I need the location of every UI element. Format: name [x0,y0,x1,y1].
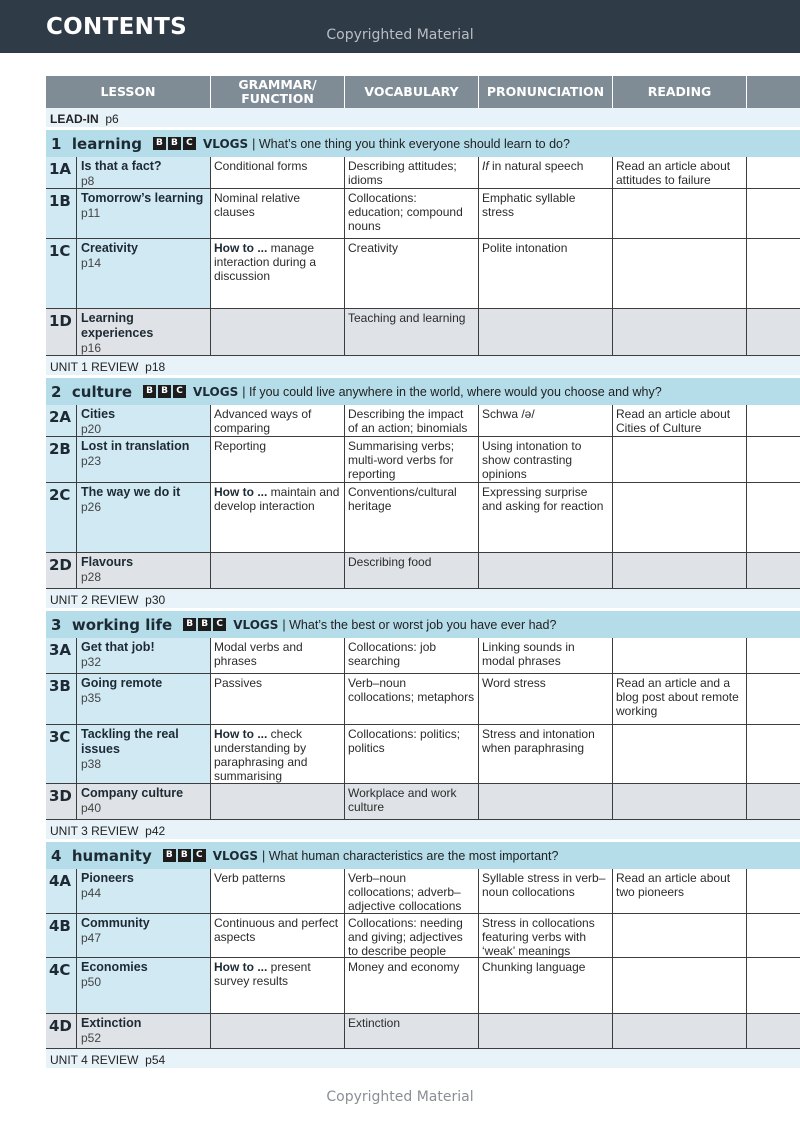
grammar-text: present survey results [214,960,311,988]
lead-in-row [46,108,800,130]
unit-title: 3 working life [51,615,173,634]
lesson-code: 1D [46,309,77,355]
lesson-cell [77,784,211,819]
vlogs-question: | If you could live anywhere in the world, where would you choose and why? [242,384,662,399]
lesson-title: Going remote [81,676,163,690]
how-to-label: How to ... [214,960,268,974]
watermark-bottom: Copyrighted Material [326,1089,474,1105]
reading-cell [613,784,747,819]
lesson-row [46,483,800,553]
lesson-row [46,869,800,914]
grammar-text: manage interaction during a discussion [214,241,317,283]
lesson-row [46,239,800,309]
lesson-code: 2D [46,553,77,588]
pronunciation-cell [479,157,613,188]
pronunciation-text: Expressing surprise and asking for reaction [482,485,604,513]
vocabulary-cell: Verb–noun collocations; adverb–adjective collocations [345,869,479,913]
lesson-code: 1A [46,157,77,188]
pronunciation-cell [479,239,613,308]
lesson-code: 3A [46,638,77,673]
unit-header [46,130,800,157]
unit-review-page: p30 [145,593,166,607]
lesson-row [46,725,800,784]
table-header [46,76,800,108]
reading-cell: Read an article about Cities of Culture [613,405,747,436]
lesson-code: 2B [46,437,77,482]
bbc-logo: B B C [153,137,198,150]
column-header-vocabulary: VOCABULARY [345,76,479,108]
unit-header [46,378,800,405]
reading-cell: Read an article about two pioneers [613,869,747,913]
pronunciation-text: Stress in collocations featuring verbs with ‘weak’ meanings [482,916,595,958]
pronunciation-cell [479,869,613,913]
lesson-cell [77,483,211,552]
lesson-cell [77,405,211,436]
grammar-cell [211,189,345,238]
pronunciation-cell [479,483,613,552]
lesson-page: p52 [81,1031,102,1045]
unit-review-label: UNIT 4 REVIEW [50,1053,139,1067]
vocabulary-cell: Collocations: education; compound nouns [345,189,479,238]
lesson-code: 1B [46,189,77,238]
lesson-page: p47 [81,931,102,945]
unit-header [46,842,800,869]
vocabulary-cell: Collocations: needing and giving; adjectives to describe people [345,914,479,957]
pronunciation-text: Word stress [482,676,546,690]
vocabulary-cell: Describing food [345,553,479,588]
vlogs-label: VLOGS [212,848,258,863]
unit-review-label: UNIT 3 REVIEW [50,824,139,838]
lead-in-page: p6 [105,112,119,126]
lesson-page: p32 [81,655,102,669]
lesson-row [46,638,800,674]
unit-review-page: p18 [145,360,166,374]
extra-cell [747,869,800,913]
lesson-title: Economies [81,960,148,974]
column-header-lesson: LESSON [46,76,211,108]
vocabulary-cell: Summarising verbs; multi-word verbs for reporting [345,437,479,482]
lesson-page: p50 [81,975,102,989]
grammar-text: Verb patterns [214,871,286,885]
lesson-code: 2C [46,483,77,552]
lesson-title: Tomorrow’s learning [81,191,204,205]
extra-cell [747,405,800,436]
how-to-label: How to ... [214,241,268,255]
grammar-text: Conditional forms [214,159,308,173]
lesson-page: p11 [81,206,101,220]
lesson-title: Get that job! [81,640,155,654]
grammar-cell [211,553,345,588]
vocabulary-cell: Collocations: job searching [345,638,479,673]
lesson-row [46,189,800,239]
lesson-page: p20 [81,422,102,436]
lesson-row [46,437,800,483]
grammar-text: Continuous and perfect aspects [214,916,339,944]
pronunciation-text: Syllable stress in verb–noun collocations [482,871,606,899]
bbc-logo: B B C [163,849,208,862]
grammar-cell [211,958,345,1013]
unit-review-row [46,820,800,842]
lesson-title: Company culture [81,786,184,800]
unit-header [46,611,800,638]
grammar-cell [211,638,345,673]
vocabulary-cell: Creativity [345,239,479,308]
unit-title: 4 humanity [51,846,152,865]
grammar-cell [211,437,345,482]
reading-cell: Read an article and a blog post about remote working [613,674,747,724]
pronunciation-text: in natural speech [488,159,584,173]
lesson-row [46,1014,800,1049]
unit-review-row [46,1049,800,1071]
vlogs-question: | What’s the best or worst job you have ever had? [282,617,557,632]
lesson-cell [77,1014,211,1048]
pronunciation-cell [479,309,613,355]
lesson-row [46,405,800,437]
pronunciation-cell [479,674,613,724]
lesson-row [46,157,800,189]
lesson-cell [77,869,211,913]
lesson-row [46,674,800,725]
lesson-cell [77,239,211,308]
pronunciation-cell [479,1014,613,1048]
lesson-code: 4B [46,914,77,957]
how-to-label: How to ... [214,485,268,499]
pronunciation-cell [479,189,613,238]
unit-review-row [46,356,800,378]
grammar-text: Modal verbs and phrases [214,640,303,668]
reading-cell [613,437,747,482]
pronunciation-cell [479,914,613,957]
grammar-text: maintain and develop interaction [214,485,340,513]
grammar-cell [211,725,345,783]
pronunciation-text: Linking sounds in modal phrases [482,640,575,668]
extra-cell [747,157,800,188]
lesson-title: Tackling the real issues [81,727,179,756]
lesson-title: Lost in translation [81,439,190,453]
unit-review-row [46,589,800,611]
pronunciation-cell [479,437,613,482]
extra-cell [747,958,800,1013]
extra-cell [747,239,800,308]
grammar-text: Reporting [214,439,267,453]
vlogs-question: | What human characteristics are the most important? [261,848,559,863]
vocabulary-cell: Extinction [345,1014,479,1048]
lesson-page: p28 [81,570,102,584]
unit-review-page: p42 [145,824,166,838]
reading-cell [613,189,747,238]
lesson-title: Community [81,916,150,930]
vocabulary-cell: Describing attitudes; idioms [345,157,479,188]
unit-review-page: p54 [145,1053,166,1067]
grammar-cell [211,869,345,913]
grammar-cell [211,239,345,308]
vocabulary-cell: Teaching and learning [345,309,479,355]
lesson-title: The way we do it [81,485,181,499]
reading-cell [613,1014,747,1048]
lead-in-label: LEAD-IN [50,112,99,126]
unit-review-label: UNIT 1 REVIEW [50,360,139,374]
reading-cell: Read an article about attitudes to failure [613,157,747,188]
grammar-cell [211,674,345,724]
vocabulary-cell: Collocations: politics; politics [345,725,479,783]
how-to-label: How to ... [214,727,268,741]
reading-cell [613,958,747,1013]
lesson-code: 4C [46,958,77,1013]
lesson-row [46,309,800,356]
grammar-text: Nominal relative clauses [214,191,301,219]
pronunciation-text: Polite intonation [482,241,568,255]
pronunciation-text: Emphatic syllable stress [482,191,576,219]
reading-cell [613,725,747,783]
vlogs-label: VLOGS [233,617,279,632]
pronunciation-text: Schwa /ə/ [482,407,535,421]
lesson-cell [77,914,211,957]
lesson-title: Creativity [81,241,138,255]
extra-cell [747,725,800,783]
lesson-title: Is that a fact? [81,159,162,173]
grammar-text: check understanding by paraphrasing and summarising [214,727,308,783]
lesson-title: Cities [81,407,116,421]
extra-cell [747,914,800,957]
lesson-page: p26 [81,500,102,514]
lesson-title: Flavours [81,555,134,569]
lesson-page: p44 [81,886,102,900]
grammar-text: Passives [214,676,263,690]
column-header-pronunciation: PRONUNCIATION [479,76,613,108]
extra-cell [747,189,800,238]
bbc-logo: B B C [143,385,188,398]
lesson-code: 4D [46,1014,77,1048]
extra-cell [747,553,800,588]
grammar-cell [211,914,345,957]
lesson-page: p16 [81,341,102,355]
extra-cell [747,437,800,482]
pronunciation-italic: If [482,159,489,173]
grammar-cell [211,405,345,436]
grammar-cell [211,1014,345,1048]
lesson-title: Pioneers [81,871,134,885]
reading-cell [613,239,747,308]
bbc-logo: B B C [183,618,228,631]
lesson-page: p35 [81,691,102,705]
lesson-code: 3B [46,674,77,724]
pronunciation-text: Stress and intonation when paraphrasing [482,727,595,755]
vocabulary-cell: Describing the impact of an action; binomials [345,405,479,436]
column-header-grammar: GRAMMAR/ FUNCTION [211,76,345,108]
vlogs-label: VLOGS [193,384,239,399]
lesson-cell [77,674,211,724]
vocabulary-cell: Verb–noun collocations; metaphors [345,674,479,724]
vocabulary-cell: Workplace and work culture [345,784,479,819]
lesson-title: Extinction [81,1016,142,1030]
lesson-page: p14 [81,256,102,270]
grammar-cell [211,309,345,355]
extra-cell [747,638,800,673]
grammar-cell [211,784,345,819]
extra-cell [747,483,800,552]
pronunciation-cell [479,638,613,673]
lesson-page: p23 [81,454,102,468]
lesson-cell [77,309,211,355]
lesson-title: Learning experiences [81,311,154,340]
lesson-cell [77,189,211,238]
pronunciation-text: Chunking language [482,960,586,974]
lesson-cell [77,437,211,482]
column-header-extra [747,76,800,108]
reading-cell [613,309,747,355]
lesson-cell [77,638,211,673]
pronunciation-text: Using intonation to show contrasting opinions [482,439,582,481]
lesson-page: p8 [81,174,95,188]
lesson-code: 4A [46,869,77,913]
unit-title: 2 culture [51,382,133,401]
contents-table [46,76,800,1071]
unit-review-label: UNIT 2 REVIEW [50,593,139,607]
lesson-code: 2A [46,405,77,436]
vlogs-question: | What’s one thing you think everyone should learn to do? [252,136,570,151]
lesson-page: p40 [81,801,102,815]
watermark-top: Copyrighted Material [326,27,474,43]
lesson-cell [77,958,211,1013]
vocabulary-cell: Money and economy [345,958,479,1013]
extra-cell [747,1014,800,1048]
reading-cell [613,553,747,588]
reading-cell [613,483,747,552]
unit-title: 1 learning [51,134,142,153]
grammar-cell [211,483,345,552]
lesson-row [46,914,800,958]
lesson-row [46,784,800,820]
grammar-text: Advanced ways of comparing [214,407,312,435]
vocabulary-cell: Conventions/cultural heritage [345,483,479,552]
lesson-row [46,553,800,589]
vlogs-label: VLOGS [202,136,249,151]
extra-cell [747,674,800,724]
page-title: CONTENTS [46,14,187,40]
reading-cell [613,914,747,957]
pronunciation-cell [479,784,613,819]
pronunciation-cell [479,405,613,436]
reading-cell [613,638,747,673]
lesson-code: 3C [46,725,77,783]
extra-cell [747,784,800,819]
lesson-cell [77,725,211,783]
lesson-cell [77,553,211,588]
grammar-cell [211,157,345,188]
extra-cell [747,309,800,355]
pronunciation-cell [479,958,613,1013]
lesson-row [46,958,800,1014]
lesson-code: 1C [46,239,77,308]
lesson-cell [77,157,211,188]
lesson-code: 3D [46,784,77,819]
lesson-page: p38 [81,757,102,771]
pronunciation-cell [479,553,613,588]
pronunciation-cell [479,725,613,783]
column-header-reading: READING [613,76,747,108]
